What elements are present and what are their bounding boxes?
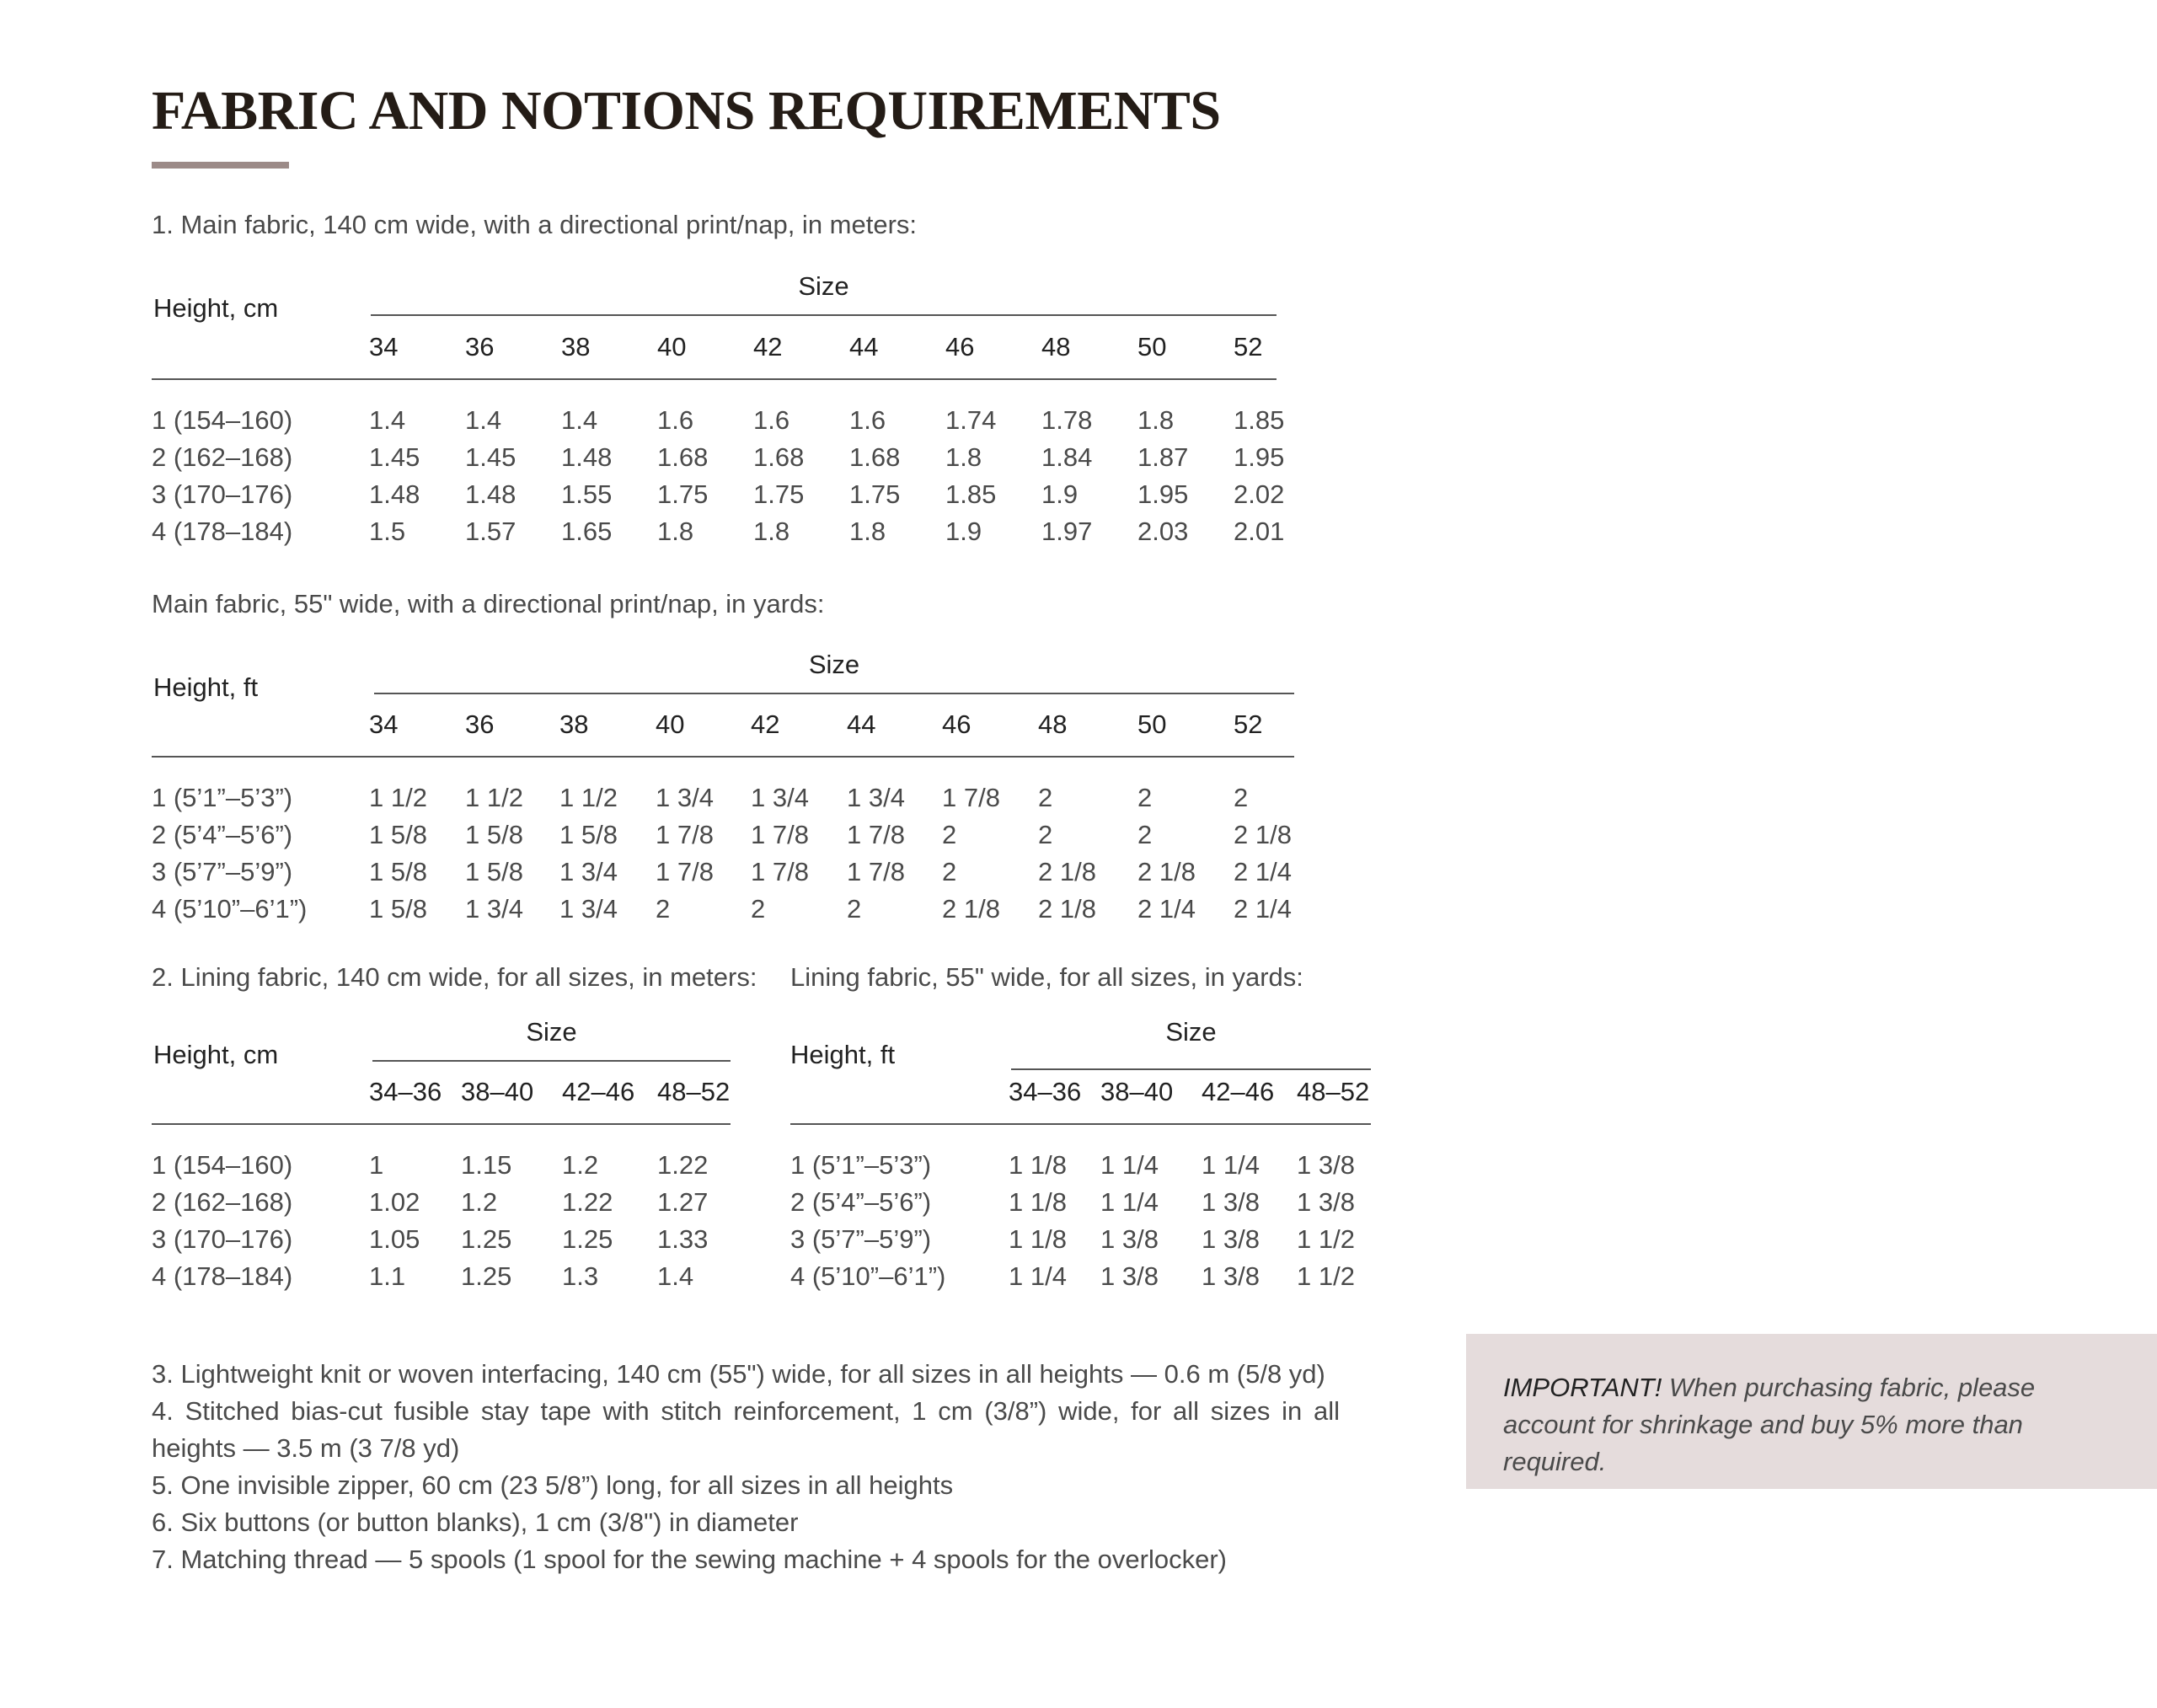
table-cell: 1.5 — [369, 517, 406, 546]
table-cell: 1.02 — [369, 1187, 420, 1217]
table-cell: 1 7/8 — [656, 820, 714, 849]
column-header: 52 — [1234, 332, 1263, 361]
table-cell: 1.6 — [849, 405, 886, 435]
row-label: 1 (154–160) — [152, 1150, 293, 1180]
table-cell: 1 3/8 — [1202, 1261, 1260, 1291]
row-label: 3 (170–176) — [152, 479, 293, 509]
table-cell: 1 7/8 — [942, 783, 1000, 812]
row-label: 4 (5’10”–6’1”) — [152, 894, 308, 924]
table-cell: 2 — [942, 857, 957, 886]
table-cell: 2 1/4 — [1137, 894, 1196, 924]
table-cell: 1 1/8 — [1009, 1150, 1067, 1180]
table-cell: 1 3/8 — [1202, 1224, 1260, 1254]
table-cell: 1.1 — [369, 1261, 406, 1291]
table-cell: 1.8 — [753, 517, 790, 546]
table-cell: 1.57 — [465, 517, 517, 546]
table-cell: 1.6 — [657, 405, 694, 435]
table-cell: 1.2 — [461, 1187, 498, 1217]
column-header: 48 — [1038, 709, 1068, 739]
column-header: 48 — [1041, 332, 1071, 361]
table-cell: 1.2 — [562, 1150, 599, 1180]
table-cell: 1.87 — [1137, 442, 1189, 472]
table-cell: 1 3/8 — [1297, 1187, 1355, 1217]
table-cell: 2 1/8 — [1038, 894, 1096, 924]
list-item: 7. Matching thread — 5 spools (1 spool for the sewing machine + 4 spools for the overlocker) — [152, 1545, 1227, 1574]
column-header: 36 — [465, 332, 495, 361]
table-cell: 1.15 — [461, 1150, 512, 1180]
important-text: When purchasing fabric, please account for shrinkage and buy 5% more than required. — [1503, 1373, 2036, 1476]
column-header: 34 — [369, 332, 399, 361]
table-cell: 1.65 — [561, 517, 613, 546]
table-cell: 2 — [1038, 820, 1053, 849]
table-cell: 1 3/8 — [1202, 1187, 1260, 1217]
table-cell: 1.6 — [753, 405, 790, 435]
table-cell: 1.74 — [945, 405, 997, 435]
header-rule — [152, 1123, 731, 1125]
column-header: 42 — [751, 709, 780, 739]
list-item: 4. Stitched bias-cut fusible stay tape with stitch reinforcement, 1 cm (3/8”) wide, for all sizes in all heights — 3.5 m (3 7/8 yd) — [152, 1396, 1340, 1463]
height-header: Height, ft — [790, 1040, 896, 1069]
table-cell: 1.84 — [1041, 442, 1093, 472]
table-cell: 1 1/2 — [465, 783, 523, 812]
row-label: 2 (162–168) — [152, 1187, 293, 1217]
table-cell: 2 1/8 — [942, 894, 1000, 924]
table-cell: 1.75 — [849, 479, 901, 509]
table-cell: 2.02 — [1234, 479, 1285, 509]
table-caption: 2. Lining fabric, 140 cm wide, for all sizes, in meters: — [152, 962, 757, 992]
table-cell: 1.55 — [561, 479, 613, 509]
important-lead: IMPORTANT! — [1503, 1373, 1662, 1402]
header-rule — [152, 756, 1294, 758]
table-cell: 1 1/2 — [1297, 1261, 1355, 1291]
row-label: 4 (178–184) — [152, 517, 293, 546]
table-cell: 1 5/8 — [369, 820, 427, 849]
column-header: 42 — [753, 332, 783, 361]
column-header: 36 — [465, 709, 495, 739]
table-cell: 1.33 — [657, 1224, 709, 1254]
size-rule — [371, 314, 1277, 316]
table-cell: 1 1/2 — [369, 783, 427, 812]
column-header: 44 — [849, 332, 879, 361]
table-cell: 2 1/8 — [1234, 820, 1292, 849]
table-cell: 1.4 — [657, 1261, 694, 1291]
table-cell: 1 5/8 — [465, 857, 523, 886]
table-cell: 1 3/4 — [656, 783, 714, 812]
table-cell: 1 1/4 — [1100, 1150, 1159, 1180]
column-header: 46 — [945, 332, 975, 361]
notions-list — [152, 1356, 1340, 1578]
table-caption: 1. Main fabric, 140 cm wide, with a directional print/nap, in meters: — [152, 210, 918, 239]
column-header: 38–40 — [1100, 1077, 1174, 1106]
table-cell: 2 — [1038, 783, 1053, 812]
table-cell: 1 3/4 — [847, 783, 905, 812]
size-header: Size — [808, 650, 860, 679]
table-cell: 1.48 — [561, 442, 613, 472]
table-cell: 2.01 — [1234, 517, 1285, 546]
column-header: 38 — [559, 709, 589, 739]
size-rule — [372, 1060, 731, 1062]
table-cell: 1 1/4 — [1202, 1150, 1260, 1180]
table-cell: 1 7/8 — [656, 857, 714, 886]
table-cell: 1 3/4 — [559, 857, 618, 886]
row-label: 4 (5’10”–6’1”) — [790, 1261, 946, 1291]
table-cell: 1 7/8 — [751, 857, 809, 886]
column-header: 44 — [847, 709, 876, 739]
column-header: 50 — [1137, 709, 1167, 739]
height-header: Height, ft — [153, 672, 259, 702]
size-rule — [374, 693, 1294, 694]
table-cell: 1 1/4 — [1100, 1187, 1159, 1217]
row-label: 1 (5’1”–5’3”) — [152, 783, 293, 812]
page-title: FABRIC AND NOTIONS REQUIREMENTS — [152, 80, 1221, 142]
column-header: 52 — [1234, 709, 1263, 739]
row-label: 3 (5’7”–5’9”) — [152, 857, 293, 886]
column-header: 46 — [942, 709, 971, 739]
table-cell: 1.05 — [369, 1224, 420, 1254]
table-cell: 1.9 — [1041, 479, 1078, 509]
table-cell: 1 — [369, 1150, 384, 1180]
table-cell: 1 3/4 — [465, 894, 523, 924]
size-header: Size — [526, 1017, 577, 1047]
column-header: 42–46 — [1202, 1077, 1275, 1106]
table-cell: 1 1/8 — [1009, 1187, 1067, 1217]
table-cell: 2 — [847, 894, 862, 924]
table-cell: 1.8 — [657, 517, 694, 546]
row-label: 3 (5’7”–5’9”) — [790, 1224, 932, 1254]
table-cell: 1 1/8 — [1009, 1224, 1067, 1254]
table-cell: 2 1/4 — [1234, 857, 1292, 886]
table-cell: 1.4 — [369, 405, 406, 435]
row-label: 2 (5’4”–5’6”) — [790, 1187, 932, 1217]
table-cell: 1.95 — [1234, 442, 1285, 472]
table-cell: 1.22 — [562, 1187, 613, 1217]
table-cell: 1 3/8 — [1297, 1150, 1355, 1180]
table-cell: 1 5/8 — [369, 857, 427, 886]
column-header: 34–36 — [1009, 1077, 1082, 1106]
column-header: 42–46 — [562, 1077, 635, 1106]
table-cell: 1 5/8 — [369, 894, 427, 924]
size-rule — [1011, 1068, 1371, 1070]
table-cell: 1 1/2 — [559, 783, 618, 812]
table-cell: 1.22 — [657, 1150, 709, 1180]
table-cell: 1 1/2 — [1297, 1224, 1355, 1254]
header-rule — [790, 1123, 1371, 1125]
table-cell: 1.68 — [657, 442, 709, 472]
table-cell: 1.45 — [369, 442, 420, 472]
table-cell: 1.25 — [461, 1224, 512, 1254]
table-cell: 2 — [942, 820, 957, 849]
table-cell: 1 7/8 — [847, 820, 905, 849]
table-cell: 2 1/8 — [1038, 857, 1096, 886]
table-cell: 2.03 — [1137, 517, 1189, 546]
column-header: 40 — [657, 332, 687, 361]
table-cell: 2 — [751, 894, 766, 924]
table-cell: 1 3/8 — [1100, 1224, 1159, 1254]
row-label: 2 (5’4”–5’6”) — [152, 820, 293, 849]
table-cell: 1 7/8 — [751, 820, 809, 849]
table-cell: 1.45 — [465, 442, 517, 472]
table-cell: 1.9 — [945, 517, 982, 546]
table-cell: 1 3/8 — [1100, 1261, 1159, 1291]
table-cell: 2 1/4 — [1234, 894, 1292, 924]
table-cell: 1 3/4 — [559, 894, 618, 924]
column-header: 34 — [369, 709, 399, 739]
table-cell: 1.78 — [1041, 405, 1093, 435]
size-header: Size — [1165, 1017, 1217, 1047]
row-label: 2 (162–168) — [152, 442, 293, 472]
column-header: 48–52 — [657, 1077, 731, 1106]
row-label: 1 (154–160) — [152, 405, 293, 435]
table-cell: 1.85 — [945, 479, 997, 509]
table-cell: 1.95 — [1137, 479, 1189, 509]
header-rule — [152, 378, 1277, 380]
table-cell: 1.8 — [945, 442, 982, 472]
column-header: 34–36 — [369, 1077, 442, 1106]
table-cell: 1.97 — [1041, 517, 1093, 546]
table-cell: 1.48 — [465, 479, 517, 509]
table-cell: 1.85 — [1234, 405, 1285, 435]
table-cell: 2 1/8 — [1137, 857, 1196, 886]
table-cell: 1.8 — [1137, 405, 1175, 435]
table-cell: 1.25 — [562, 1224, 613, 1254]
table-cell: 1.4 — [561, 405, 598, 435]
table-cell: 1.8 — [849, 517, 886, 546]
table-cell: 1.75 — [753, 479, 805, 509]
row-label: 1 (5’1”–5’3”) — [790, 1150, 932, 1180]
table-cell: 1.3 — [562, 1261, 599, 1291]
table-caption: Lining fabric, 55" wide, for all sizes, in yards: — [790, 962, 1303, 992]
table-cell: 1.25 — [461, 1261, 512, 1291]
height-header: Height, cm — [153, 293, 279, 323]
table-cell: 1.27 — [657, 1187, 709, 1217]
height-header: Height, cm — [153, 1040, 279, 1069]
column-header: 48–52 — [1297, 1077, 1370, 1106]
table-cell: 1 5/8 — [465, 820, 523, 849]
table-cell: 2 — [656, 894, 671, 924]
table-cell: 2 — [1234, 783, 1249, 812]
column-header: 50 — [1137, 332, 1167, 361]
important-callout — [1466, 1334, 2157, 1489]
table-cell: 1 7/8 — [847, 857, 905, 886]
list-item: 5. One invisible zipper, 60 cm (23 5/8”) long, for all sizes in all heights — [152, 1470, 954, 1500]
row-label: 4 (178–184) — [152, 1261, 293, 1291]
column-header: 40 — [656, 709, 685, 739]
row-label: 3 (170–176) — [152, 1224, 293, 1254]
column-header: 38 — [561, 332, 591, 361]
size-header: Size — [798, 271, 849, 301]
table-cell: 2 — [1137, 820, 1153, 849]
table-caption: Main fabric, 55" wide, with a directional print/nap, in yards: — [152, 589, 825, 618]
list-item: 6. Six buttons (or button blanks), 1 cm (3/8") in diameter — [152, 1507, 799, 1537]
table-cell: 1 3/4 — [751, 783, 809, 812]
table-cell: 1 1/4 — [1009, 1261, 1067, 1291]
table-cell: 1.75 — [657, 479, 709, 509]
table-cell: 1.68 — [849, 442, 901, 472]
title-underline — [152, 162, 289, 169]
table-cell: 1.4 — [465, 405, 502, 435]
column-header: 38–40 — [461, 1077, 534, 1106]
list-item: 3. Lightweight knit or woven interfacing, 140 cm (55") wide, for all sizes in all heights — 0.6 m (5/8 yd) — [152, 1359, 1325, 1389]
table-cell: 1.68 — [753, 442, 805, 472]
table-cell: 1 5/8 — [559, 820, 618, 849]
table-cell: 2 — [1137, 783, 1153, 812]
table-cell: 1.48 — [369, 479, 420, 509]
